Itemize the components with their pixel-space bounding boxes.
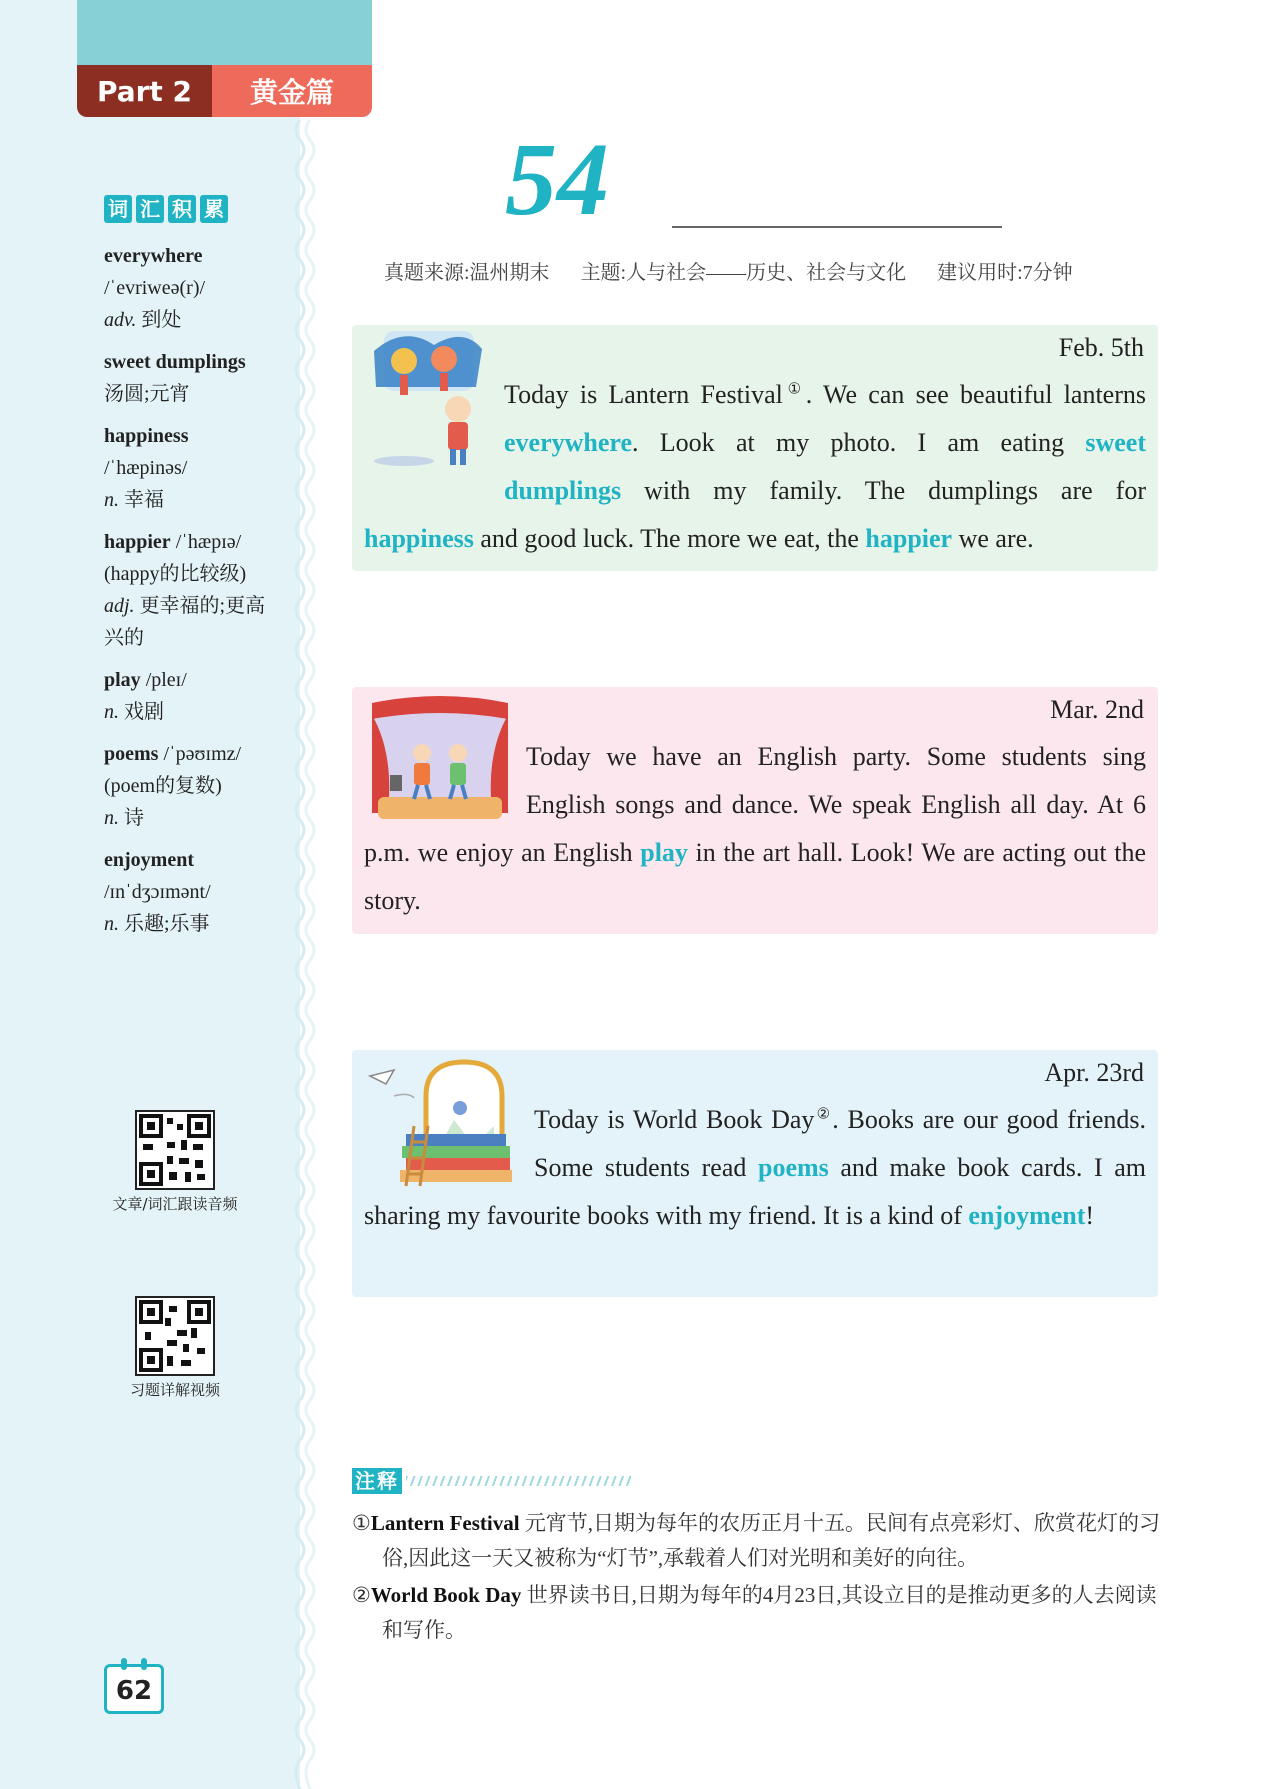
- entry-text: . Books are our good friends. Some students read: [534, 1105, 1146, 1182]
- entry-text: in the art hall. Look! We are acting out the story.: [364, 838, 1147, 915]
- books-illustration: [364, 1056, 524, 1192]
- vocab-word: play: [104, 669, 141, 691]
- vocab-entry: [104, 738, 279, 834]
- part-label: Part 2: [77, 65, 212, 117]
- vocab-pos: n.: [104, 489, 119, 511]
- vocab-title-char: 词: [104, 195, 132, 223]
- time-text: 建议用时:7分钟: [937, 262, 1073, 284]
- vocab-title-char: 汇: [136, 195, 164, 223]
- meta-line: [384, 256, 1099, 285]
- source-text: 真题来源:温州期末: [384, 262, 550, 284]
- vocab-title-char: 积: [168, 195, 196, 223]
- vocab-word: everywhere: [104, 245, 203, 267]
- vocab-word: sweet dumplings: [104, 351, 246, 373]
- vocab-entry: [104, 420, 279, 516]
- note-number: ①: [352, 1511, 371, 1535]
- vocab-word: enjoyment: [104, 849, 194, 871]
- entry-text: with my family. The dumplings are for: [621, 476, 1146, 505]
- note-text: 世界读书日,日期为每年的4月23日,其设立目的是推动更多的人去阅读和写作。: [382, 1583, 1157, 1642]
- qr-code-audio[interactable]: [135, 1110, 215, 1190]
- vocab-pos: n.: [104, 807, 119, 829]
- entry-text: . We can see beautiful lanterns: [805, 380, 1146, 409]
- entry-date: Feb. 5th: [1058, 333, 1144, 362]
- entry-text: and good luck. The more we eat, the: [473, 524, 866, 553]
- vocab-pos: adv.: [104, 309, 137, 331]
- part-name: 黄金篇: [212, 65, 372, 117]
- lantern-illustration: [364, 331, 494, 471]
- notes-divider: [406, 1476, 631, 1486]
- vocab-entry: [104, 526, 279, 654]
- part-banner: [77, 65, 372, 117]
- top-tab: [77, 0, 372, 65]
- entry-text: Today is Lantern Festival: [504, 380, 783, 409]
- theme-text: 主题:人与社会——历史、社会与文化: [580, 262, 907, 284]
- notes-title: 注释: [352, 1468, 402, 1494]
- entry-date: Mar. 2nd: [1050, 695, 1144, 724]
- vocab-phonetic: /ˈevriweə(r)/: [104, 277, 206, 299]
- notes-list: [352, 1506, 1162, 1650]
- vocab-highlight: enjoyment: [968, 1201, 1086, 1230]
- qr-video-label: 习题详解视频: [129, 1381, 220, 1399]
- qr-code-video[interactable]: [135, 1296, 215, 1376]
- vocab-entry: [104, 346, 279, 410]
- vocab-highlight: sweet dumplings: [504, 428, 1146, 505]
- entry-date: Apr. 23rd: [1044, 1058, 1144, 1087]
- vocab-entry: [104, 664, 279, 728]
- qr-icon: [137, 1298, 213, 1374]
- vocab-title: [104, 195, 228, 223]
- vocab-word: poems: [104, 743, 159, 765]
- notes-heading: [352, 1468, 631, 1494]
- vocab-highlight: happiness: [364, 524, 474, 553]
- qr-audio-label: 文章/词汇跟读音频: [112, 1195, 238, 1213]
- diary-entry-feb: [352, 325, 1158, 571]
- footnote-marker: ①: [782, 381, 806, 398]
- vocab-phonetic: /ˈpəʊɪmz/: [163, 743, 242, 765]
- vocab-entry: [104, 240, 279, 336]
- vocab-meaning: 更幸福的;更高兴的: [104, 595, 266, 649]
- note-number: ②: [352, 1583, 371, 1607]
- title-underline: [672, 226, 1002, 228]
- vocab-phonetic: /ˈhæpinəs/: [104, 457, 188, 479]
- vocab-meaning: 汤圆;元宵: [104, 383, 190, 405]
- diary-entry-apr: [352, 1050, 1158, 1297]
- vocab-meaning: 诗: [124, 807, 144, 829]
- vocab-word: happier: [104, 531, 171, 553]
- note-text: 元宵节,日期为每年的农历正月十五。民间有点亮彩灯、欣赏花灯的习俗,因此这一天又被称为“灯节”,承载着人们对光明和美好的向往。: [382, 1511, 1161, 1570]
- note-term: World Book Day: [370, 1583, 522, 1607]
- unit-number: 54: [505, 122, 609, 237]
- diary-entry-mar: [352, 687, 1158, 934]
- vocab-pos: n.: [104, 701, 119, 723]
- entry-text: . Look at my photo. I am eating: [632, 428, 1086, 457]
- vocab-pos: n.: [104, 913, 119, 935]
- note-term: Lantern Festival: [370, 1511, 520, 1535]
- entry-text: !: [1085, 1201, 1095, 1230]
- vocab-entry: [104, 844, 279, 940]
- entry-text: Today is World Book Day: [534, 1105, 815, 1134]
- vocab-word: happiness: [104, 425, 189, 447]
- entry-text: and make book cards. I am sharing my favourite books with my friend. It is a kind of: [364, 1153, 1147, 1230]
- vocab-meaning: 到处: [141, 309, 182, 331]
- entry-text: Today we have an English party. Some students sing English songs and dance. We speak English all day. At 6 p.m. we enjoy an English: [364, 742, 1146, 867]
- vocab-meaning: 戏剧: [124, 701, 164, 723]
- vocab-highlight: play: [640, 838, 688, 867]
- vocab-list: [104, 240, 279, 950]
- vocab-note: (happy的比较级): [104, 563, 247, 585]
- vocab-highlight: happier: [865, 524, 953, 553]
- note-item: [352, 1506, 1162, 1576]
- vocab-pos: adj.: [104, 595, 135, 617]
- page-number: 62: [104, 1664, 164, 1714]
- vocab-meaning: 幸福: [124, 489, 164, 511]
- footnote-marker: ②: [814, 1106, 833, 1123]
- wave-border: [292, 120, 322, 1789]
- vocab-meaning: 乐趣;乐事: [124, 913, 210, 935]
- vocab-phonetic: /ɪnˈdʒɔɪmənt/: [104, 881, 211, 903]
- vocab-highlight: poems: [758, 1153, 829, 1182]
- vocab-phonetic: /ˈhæpɪə/: [175, 531, 242, 553]
- qr-icon: [137, 1112, 213, 1188]
- note-item: [352, 1578, 1162, 1648]
- vocab-title-char: 累: [200, 195, 228, 223]
- vocab-highlight: everywhere: [504, 428, 633, 457]
- vocab-note: (poem的复数): [104, 775, 222, 797]
- entry-text: we are.: [952, 524, 1034, 553]
- stage-illustration: [364, 693, 516, 829]
- vocab-phonetic: /pleɪ/: [145, 669, 187, 691]
